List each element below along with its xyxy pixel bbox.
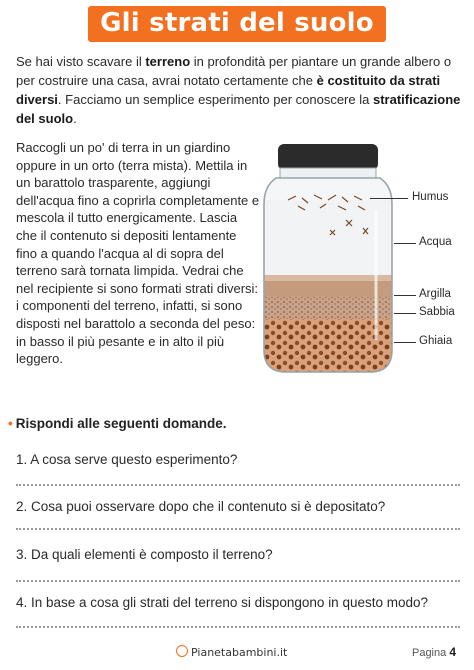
intro-bold-2: è costituito da strati diversi <box>16 73 441 107</box>
bullet-icon: • <box>8 416 13 431</box>
question-2: 2. Cosa puoi osservare dopo che il contenuto si è depositato? <box>16 499 386 514</box>
answer-line-1[interactable] <box>16 484 460 486</box>
page-indicator <box>412 645 456 659</box>
answer-line-2[interactable] <box>16 528 460 530</box>
intro-text-1: Se hai visto scavare il <box>16 54 146 69</box>
intro-paragraph <box>16 52 462 128</box>
question-4: 4. In base a cosa gli strati del terreno si dispongono in questo modo? <box>16 595 429 610</box>
label-acqua: Acqua <box>419 236 452 248</box>
question-1: 1. A cosa serve questo esperimento? <box>16 452 238 467</box>
intro-text-3: . Facciamo un semplice esperimento per conoscere la <box>57 92 373 107</box>
intro-bold-3: stratificazione del suolo <box>16 92 461 126</box>
questions-heading-text: Rispondi alle seguenti domande. <box>15 416 227 431</box>
label-sabbia: Sabbia <box>419 306 455 318</box>
answer-line-4[interactable] <box>16 626 460 628</box>
page-label: Pagina <box>411 647 447 659</box>
ghiaia-pointer <box>394 342 416 343</box>
acqua-pointer <box>394 243 416 244</box>
layer-labels <box>258 140 474 380</box>
question-3: 3. Da quali elementi è composto il terreno? <box>16 547 273 562</box>
sabbia-pointer <box>394 313 416 314</box>
questions-heading <box>8 416 227 431</box>
logo-text: Pianetabambini.it <box>191 646 288 659</box>
argilla-pointer <box>394 295 416 296</box>
label-humus: Humus <box>412 191 449 203</box>
footer <box>0 645 474 665</box>
page-title: Gli strati del suolo <box>88 6 386 42</box>
intro-bold-1: terreno <box>145 54 191 69</box>
site-logo <box>176 645 287 659</box>
answer-line-3[interactable] <box>16 580 460 582</box>
label-ghiaia: Ghiaia <box>419 335 453 347</box>
humus-pointer <box>370 198 408 199</box>
page-number: 4 <box>449 645 456 659</box>
title-wrap <box>0 6 474 42</box>
label-argilla: Argilla <box>419 288 451 300</box>
intro-text-4: . <box>73 111 77 126</box>
logo-icon <box>176 645 188 657</box>
intro-text-2: in profondità per piantare un grande albero o per costruire una casa, avrai notato certamente che <box>16 54 452 88</box>
experiment-text: Raccogli un po' di terra in un giardino oppure in un orto (terra mista). Mettila in un barattolo trasparente, aggiungi dell'acqua fino a coprirla completamente e mescola il tutto energicamente. Lascia che il contenuto si depositi lentamente fino a quando l'acqua al di sopra del terreno sarà tornata limpida. Vedrai che nel recipiente si sono formati strati diversi: i componenti del terreno, infatti, si sono disposti nel barattolo a seconda del peso: in basso il più pesante e in alto il più leggero. <box>16 140 260 367</box>
